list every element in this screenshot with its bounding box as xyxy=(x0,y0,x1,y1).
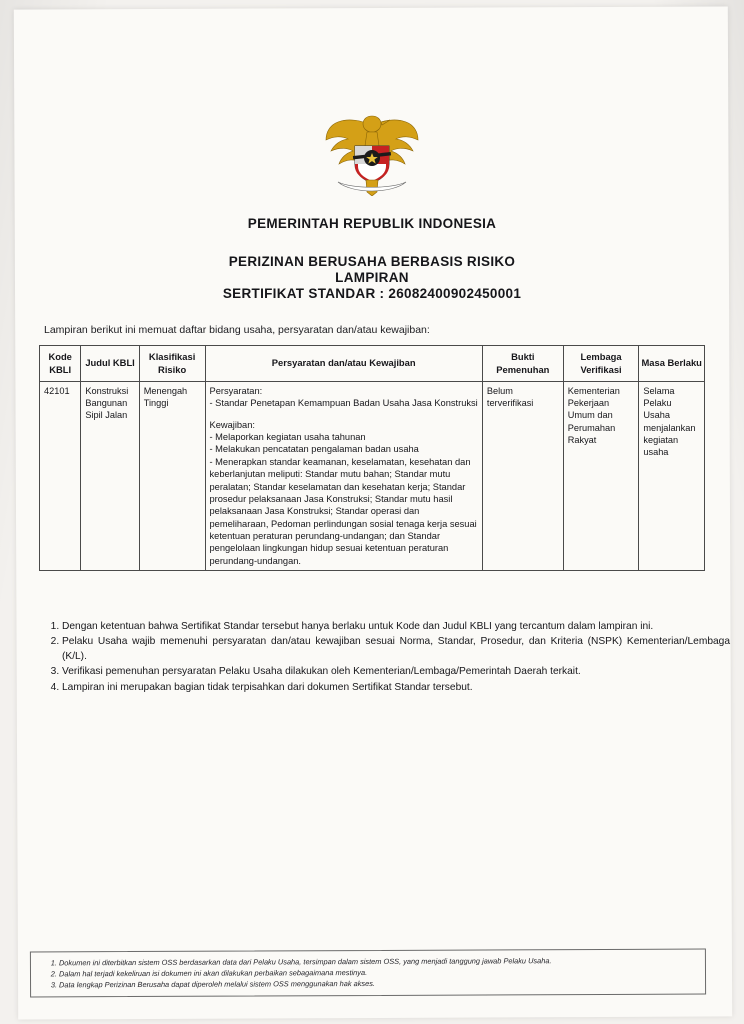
column-header-bukti-pemenuhan: Bukti Pemenuhan xyxy=(482,346,563,382)
note-item: 4. Lampiran ini merupakan bagian tidak terpisahkan dari dokumen Sertifikat Standar tersebut. xyxy=(62,681,730,695)
cell-persyaratan-kewajiban xyxy=(205,382,482,571)
footnote-item: 1. Dokumen ini diterbitkan sistem OSS berdasarkan data dari Pelaku Usaha, tersimpan dalam sistem OSS, yang menjadi tanggung jawab Pelaku Usaha. xyxy=(59,955,699,969)
column-header-lembaga-verifikasi: Lembaga Verifikasi xyxy=(563,346,639,382)
note-item: 1. Dengan ketentuan bahwa Sertifikat Standar tersebut hanya berlaku untuk Kode dan Judul KBLI yang tercantum dalam lampiran ini. xyxy=(62,620,730,634)
table-header-row xyxy=(40,346,705,382)
cell-lembaga-verifikasi: Kementerian Pekerjaan Umum dan Perumahan Rakyat xyxy=(563,382,639,571)
kewajiban-item: - Melakukan pencatatan pengalaman badan usaha xyxy=(209,444,419,455)
cell-klasifikasi-risiko: Menengah Tinggi xyxy=(139,382,205,571)
notes-list xyxy=(38,620,730,696)
footnote-item: 3. Data lengkap Perizinan Berusaha dapat diperoleh melalui sistem OSS menggunakan hak akses. xyxy=(59,977,699,991)
heading-license: PERIZINAN BERUSAHA BERBASIS RISIKO xyxy=(228,254,516,269)
kewajiban-title: Kewajiban: xyxy=(209,419,255,430)
cell-judul-kbli: Konstruksi Bangunan Sipil Jalan xyxy=(81,382,139,571)
requirements-table xyxy=(39,345,705,571)
column-header-judul-kbli: Judul KBLI xyxy=(81,346,139,382)
kewajiban-item: - Melaporkan kegiatan usaha tahunan xyxy=(209,432,366,443)
column-header-kode-kbli: Kode KBLI xyxy=(40,346,81,382)
cell-kode-kbli: 42101 xyxy=(40,382,81,571)
persyaratan-title: Persyaratan: xyxy=(209,386,263,396)
heading-attachment: LAMPIRAN xyxy=(335,270,409,285)
footer-disclaimer-box xyxy=(30,949,706,998)
heading-certificate-number: SERTIFIKAT STANDAR : 26082400902450001 xyxy=(222,286,522,301)
kewajiban-item: - Menerapkan standar keamanan, keselamatan, kesehatan dan keberlanjutan meliputi: Standar mutu bahan; Standar mutu peralatan; Standar keselamatan dan kesehatan kerja; Standar prosedur pelaksanaan Jasa Konstruksi; Standar mutu hasil pelaksanaan Jasa Konstruksi; Standar operasi dan pemeliharaan, Pedoman perlindungan sosial tenaga kerja sesuai ketentuan peraturan perundang-undangan; dan Standar pengelolaan lingkungan hidup sesuai ketentuan peraturan perundang-undangan. xyxy=(209,456,477,566)
column-header-persyaratan: Persyaratan dan/atau Kewajiban xyxy=(205,346,482,382)
footnote-item: 2. Dalam hal terjadi kekeliruan isi dokumen ini akan dilakukan perbaikan sebagaimana mestinya. xyxy=(59,966,699,980)
heading-country: PEMERINTAH REPUBLIK INDONESIA xyxy=(247,216,497,231)
cell-bukti-pemenuhan: Belum terverifikasi xyxy=(482,382,563,571)
column-header-klasifikasi-risiko: Klasifikasi Risiko xyxy=(139,346,205,382)
table-row xyxy=(40,382,705,571)
footnote-list xyxy=(37,955,699,991)
garuda-pancasila-emblem xyxy=(322,110,422,196)
intro-text: Lampiran berikut ini memuat daftar bidang usaha, persyaratan dan/atau kewajiban: xyxy=(44,324,430,336)
persyaratan-item: - Standar Penetapan Kemampuan Badan Usaha Jasa Konstruksi xyxy=(209,398,478,409)
note-item: 3. Verifikasi pemenuhan persyaratan Pelaku Usaha dilakukan oleh Kementerian/Lembaga/Pemerintah Daerah terkait. xyxy=(62,665,730,679)
cell-masa-berlaku: Selama Pelaku Usaha menjalankan kegiatan usaha xyxy=(639,382,705,571)
column-header-masa-berlaku: Masa Berlaku xyxy=(639,346,705,382)
note-item: 2. Pelaku Usaha wajib memenuhi persyaratan dan/atau kewajiban sesuai Norma, Standar, Prosedur, dan Kriteria (NSPK) Kementerian/Lembaga (K/L). xyxy=(62,635,730,664)
